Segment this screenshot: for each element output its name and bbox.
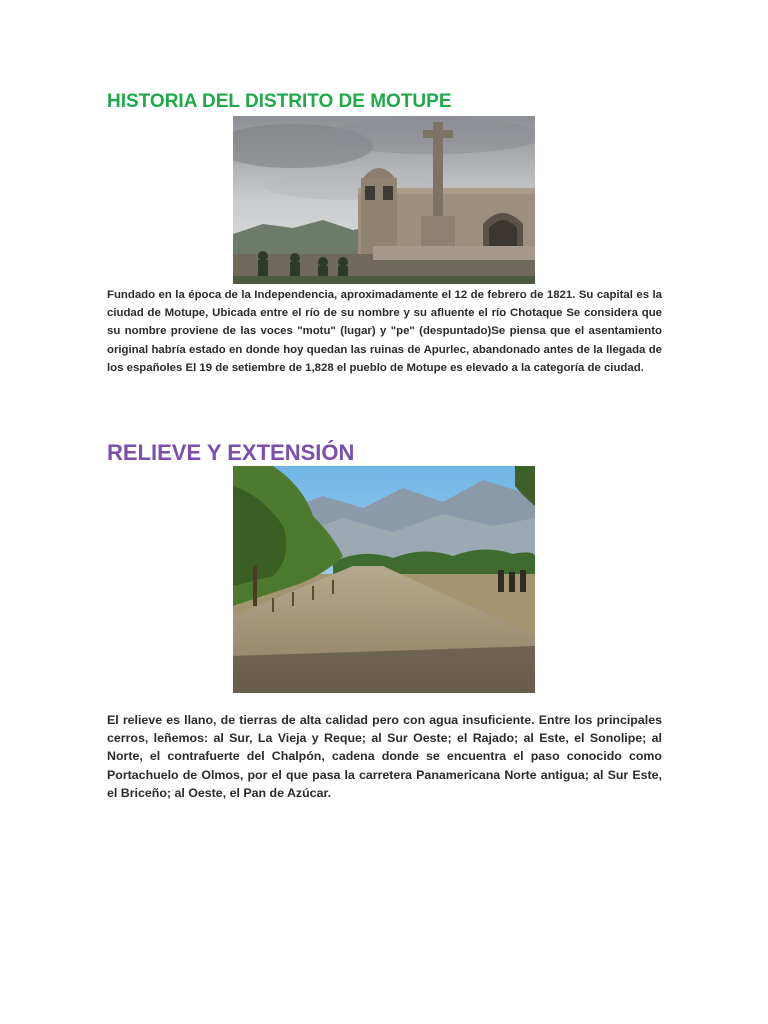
church-photo xyxy=(233,116,535,284)
road-landscape-photo xyxy=(233,466,535,693)
section-title-historia: HISTORIA DEL DISTRITO DE MOTUPE xyxy=(107,91,452,112)
historia-paragraph: Fundado en la época de la Independencia, aproximadamente el 12 de febrero de 1821. Su capital es la ciudad de Motupe, Ubicada entre el río de su nombre y su afluente el río Chotaque Se considera que su nombre proviene de las voces "motu" (lugar) y "pe" (despuntado)Se piensa que el asentamiento original habría estado en donde hoy quedan las ruinas de Apurlec, abandonado antes de la llegada de los españoles El 19 de setiembre de 1,828 el pueblo de Motupe es elevado a la categoría de ciudad. xyxy=(107,289,662,374)
relieve-paragraph: El relieve es llano, de tierras de alta calidad pero con agua insuficiente. Entre los principales cerros, leñemos: al Sur, La Vieja y Reque; al Sur Oeste; el Rajado; al Este, el Sonolipe; al Norte, el contrafuerte del Chalpón, cadena donde se encuentra el paso conocido como Portachuelo de Olmos, por el que pasa la carretera Panamericana Norte antigua; al Sur Este, el Briceño; al Oeste, el Pan de Azúcar. xyxy=(107,713,662,800)
section-title-relieve: RELIEVE Y EXTENSIÓN xyxy=(107,440,355,465)
